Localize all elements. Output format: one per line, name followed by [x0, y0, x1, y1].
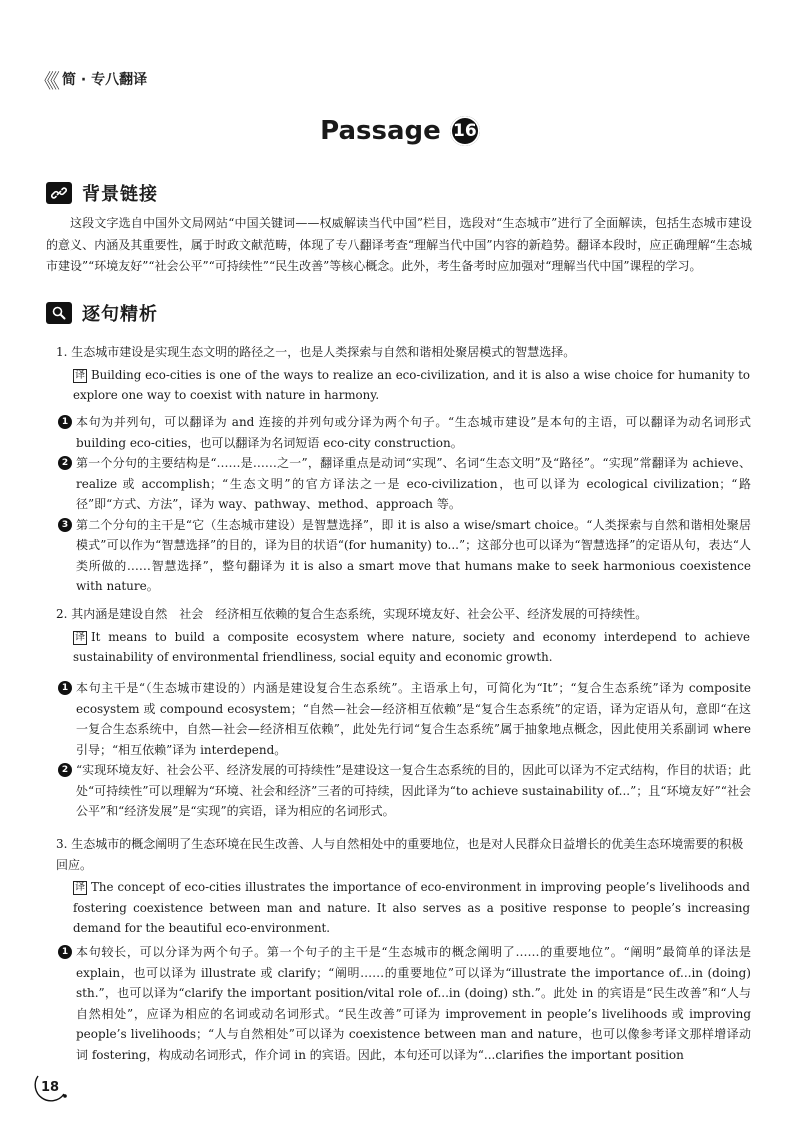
note	[58, 453, 751, 515]
note-text: 本句较长，可以分译为两个句子。第一个句子的主干是“生态城市的概念阐明了……的重要地位”。“阐明”最简单的译法是 explain，也可以译为 illustrate 或 clarify；“阐明……的重要地位”可以译为“illustrate the importance of...in (doing) sth.”，也可以译为“clarify the important position/vital role of...in (doing) sth.”。此处 in 的宾语是“民生改善”和“人与自然相处”，应译为相应的名词或动名词形式。“民生改善”可译为 improvement in people’s livelihoods 或 improving people’s livelihoods；“人与自然相处”可以译为 coexistence between man and nature，也可以像参考译文那样增译动词 fostering，构成动名词形式，作介词 in 的宾语。因此，本句还可以译为“...clarifies the important position	[76, 945, 751, 1062]
note-text: 第二个分句的主干是“它（生态城市建设）是智慧选择”，即 it is also a wise/smart choice。“人类探索与自然和谐相处聚居模式”可以作为“智慧选择”的目的，译为目的状语“(for humanity) to...”；这部分也可以译为“智慧选择”的定语从句，表达“人类所做的……智慧选择”，整句翻译为 it is also a smart move that humans make to seek harmonious coexistence with nature。	[76, 517, 751, 593]
note-text: 本句主干是“（生态城市建设的）内涵是建设复合生态系统”。主语承上句，可简化为“It”；“复合生态系统”译为 composite ecosystem 或 compound ecosystem；“自然—社会—经济相互依赖”是“复合生态系统”的定语，译为定语从句，意即“在这一复合生态系统中，自然—社会—经济相互依赖”，此处先行词“复合生态系统”属于抽象地点概念，因此使用关系副词 where 引导；“相互依赖”译为 interdepend。	[76, 681, 751, 757]
source-sentence: 1. 生态城市建设是实现生态文明的路径之一，也是人类探索与自然和谐相处聚居模式的智慧选择。	[56, 345, 576, 359]
translation	[73, 365, 750, 406]
source-sentence: 3. 生态城市的概念阐明了生态环境在民生改善、人与自然相处中的重要地位，也是对人民群众日益增长的优美生态环境需要的积极回应。	[56, 837, 744, 872]
section-title: 逐句精析	[82, 304, 158, 325]
notes-item-2	[58, 678, 751, 822]
note	[58, 412, 751, 453]
translation	[73, 877, 750, 939]
sentence-item-2	[56, 604, 750, 668]
translation-marker: 译	[75, 882, 85, 893]
header-label: 简 · 专八翻译	[62, 72, 148, 88]
notes-item-1	[58, 412, 751, 597]
note-text: 第一个分句的主要结构是“……是……之一”，翻译重点是动词“实现”、名词“生态文明”及“路径”。“实现”常翻译为 achieve、realize 或 accomplish；“生态文明”的官方译法之一是 eco-civilization，也可以译为 ecological civilization；“路径”即“方式、方法”，译为 way、pathway、method、approach 等。	[76, 456, 751, 511]
section-analysis	[46, 300, 158, 326]
section-background	[46, 180, 158, 206]
translation-marker: 译	[75, 631, 85, 643]
passage-title	[0, 116, 800, 146]
translation-text: It means to build a composite ecosystem where nature, society and economy interdepend to achieve sustainability of environmental friendliness, social equity and economic growth.	[73, 629, 750, 664]
sentence-item-3	[56, 834, 750, 939]
translation-marker: 译	[75, 369, 85, 381]
note	[58, 515, 751, 597]
sentence-item-1	[56, 342, 750, 406]
note-text: “实现环境友好、社会公平、经济发展的可持续性”是建设这一复合生态系统的目的，因此可以译为不定式结构，作目的状语；此处“可持续性”可以理解为“环境、社会和经济”三者的可持续，因此译为“to achieve sustainability of...”；且“环境友好”“社会公平”和“经济发展”是“实现”的宾语，译为相应的名词形式。	[76, 763, 751, 818]
header-chevron-icon: 《《	[34, 68, 56, 93]
note-number: 1	[58, 415, 72, 429]
note	[58, 760, 751, 822]
magnifier-icon	[46, 302, 72, 324]
section-title: 背景链接	[82, 184, 158, 205]
passage-word: Passage	[320, 116, 441, 146]
note-number: 1	[58, 681, 72, 695]
background-paragraph: 这段文字选自中国外文局网站“中国关键词——权威解读当代中国”栏目，选段对“生态城市”进行了全面解读，包括生态城市建设的意义、内涵及其重要性，属于时政文献范畴，体现了专八翻译考查“理解当代中国”内容的新趋势。翻译本段时，应正确理解“生态城市建设”“环境友好”“社会公平”“可持续性”“民生改善”等核心概念。此外，考生备考时应加强对“理解当代中国”课程的学习。	[46, 216, 752, 273]
translation-text: The concept of eco-cities illustrates the importance of eco-environment in improving people’s livelihoods and fostering coexistence between man and nature. It also serves as a positive response to people’s increasing demand for the beautiful eco-environment.	[73, 880, 750, 935]
note-number: 2	[58, 763, 72, 777]
running-header	[34, 64, 147, 94]
note-number: 2	[58, 456, 72, 470]
note-text: 本句为并列句，可以翻译为 and 连接的并列句或分译为两个句子。“生态城市建设”是本句的主语，可以翻译为动名词形式 building eco-cities，也可以翻译为名词短语 eco-city construction。	[76, 415, 751, 450]
translation-text: Building eco-cities is one of the ways to realize an eco-civilization, and it is also a wise choice for humanity to explore one way to coexist with nature in harmony.	[73, 367, 750, 402]
note-number: 1	[58, 945, 72, 959]
link-icon	[46, 182, 72, 204]
page-number: 18	[41, 1080, 60, 1095]
passage-number-badge: 16	[450, 116, 480, 146]
notes-item-3	[58, 942, 751, 1065]
source-sentence: 2. 其内涵是建设自然 社会 经济相互依赖的复合生态系统，实现环境友好、社会公平、经济发展的可持续性。	[56, 607, 648, 621]
note-number: 3	[58, 518, 72, 532]
note	[58, 942, 751, 1065]
translation	[73, 627, 750, 668]
note	[58, 678, 751, 760]
